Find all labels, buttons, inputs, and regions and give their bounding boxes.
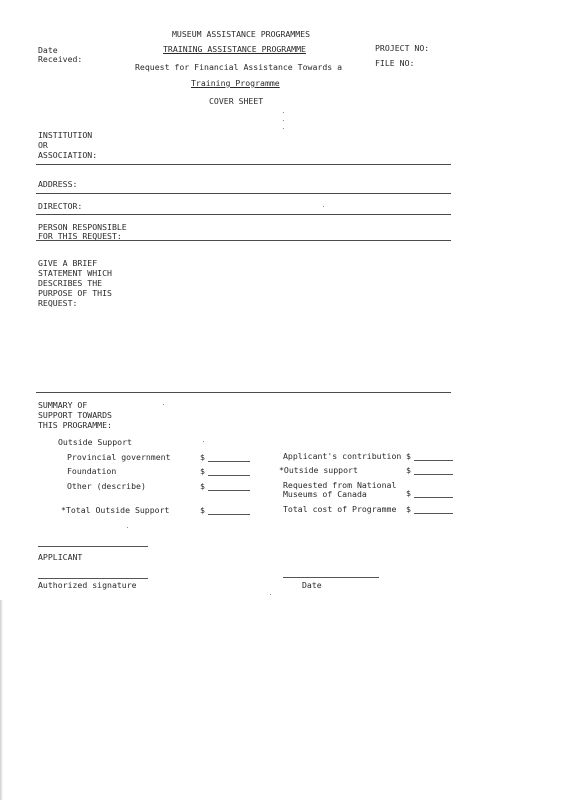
- statement-label-5: REQUEST:: [38, 298, 78, 308]
- provincial-government-label: Provincial government: [67, 452, 171, 462]
- total-cost-field[interactable]: [414, 513, 453, 514]
- foundation-field[interactable]: [208, 475, 250, 476]
- person-responsible-line[interactable]: [36, 240, 451, 241]
- institution-label: INSTITUTION: [38, 130, 93, 140]
- currency-symbol: $: [406, 504, 411, 514]
- statement-label-1: GIVE A BRIEF: [38, 258, 98, 268]
- other-describe-label: Other (describe): [67, 481, 146, 491]
- for-this-request-label: FOR THIS REQUEST:: [38, 231, 122, 241]
- statement-label-2: STATEMENT WHICH: [38, 268, 112, 278]
- received-label: Received:: [38, 54, 83, 64]
- applicant-name-line[interactable]: [38, 546, 148, 547]
- outside-support-field[interactable]: [414, 474, 453, 475]
- scan-speck: [283, 112, 284, 113]
- scan-speck: [127, 527, 128, 528]
- requested-from-label: Requested from National: [283, 480, 397, 490]
- applicant-label: APPLICANT: [38, 552, 83, 562]
- scan-speck: [283, 128, 284, 129]
- date-signature-line[interactable]: [283, 577, 379, 578]
- date-label: Date: [38, 45, 58, 55]
- total-cost-label: Total cost of Programme: [283, 504, 397, 514]
- statement-label-4: PURPOSE OF THIS: [38, 288, 112, 298]
- scan-speck: [270, 594, 271, 595]
- director-line[interactable]: [36, 214, 451, 215]
- currency-symbol: $: [406, 451, 411, 461]
- authorized-signature-label: Authorized signature: [38, 580, 137, 590]
- scan-speck: [283, 120, 284, 121]
- total-outside-support-field[interactable]: [208, 514, 250, 515]
- applicant-contribution-label: Applicant's contribution: [283, 451, 402, 461]
- header-programmes: MUSEUM ASSISTANCE PROGRAMMES: [172, 29, 311, 39]
- director-label: DIRECTOR:: [38, 201, 83, 211]
- outside-support-label: *Outside support: [279, 465, 358, 475]
- header-request-line: Request for Financial Assistance Towards a: [135, 62, 343, 72]
- outside-support-title: Outside Support: [58, 437, 132, 447]
- summary-label-1: SUMMARY OF: [38, 400, 88, 410]
- header-cover-sheet: COVER SHEET: [209, 96, 264, 106]
- association-label: ASSOCIATION:: [38, 150, 98, 160]
- authorized-signature-line[interactable]: [38, 578, 148, 579]
- statement-line[interactable]: [36, 392, 451, 393]
- statement-label-3: DESCRIBES THE: [38, 278, 103, 288]
- currency-symbol: $: [200, 481, 205, 491]
- requested-field[interactable]: [414, 497, 453, 498]
- foundation-label: Foundation: [67, 466, 117, 476]
- institution-line[interactable]: [36, 164, 451, 165]
- date-signature-label: Date: [302, 580, 322, 590]
- scan-edge-shadow: [0, 600, 3, 800]
- file-no-label: FILE NO:: [375, 58, 415, 68]
- scan-speck: [203, 441, 204, 442]
- address-line[interactable]: [36, 193, 451, 194]
- currency-symbol: $: [200, 466, 205, 476]
- currency-symbol: $: [200, 452, 205, 462]
- currency-symbol: $: [406, 465, 411, 475]
- other-describe-field[interactable]: [208, 490, 250, 491]
- header-training-line: Training Programme: [191, 78, 280, 88]
- address-label: ADDRESS:: [38, 179, 78, 189]
- project-no-label: PROJECT NO:: [375, 43, 430, 53]
- summary-label-2: SUPPORT TOWARDS: [38, 410, 112, 420]
- currency-symbol: $: [200, 505, 205, 515]
- provincial-government-field[interactable]: [208, 461, 250, 462]
- scan-speck: [323, 206, 324, 207]
- or-label: OR: [38, 140, 48, 150]
- museums-of-canada-label: Museums of Canada: [283, 489, 367, 499]
- summary-label-3: THIS PROGRAMME:: [38, 420, 112, 430]
- applicant-contribution-field[interactable]: [414, 460, 453, 461]
- header-training-programme: TRAINING ASSISTANCE PROGRAMME: [163, 44, 306, 54]
- currency-symbol: $: [406, 488, 411, 498]
- scan-speck: [163, 404, 164, 405]
- total-outside-support-label: *Total Outside Support: [61, 505, 170, 515]
- person-responsible-label: PERSON RESPONSIBLE: [38, 222, 127, 232]
